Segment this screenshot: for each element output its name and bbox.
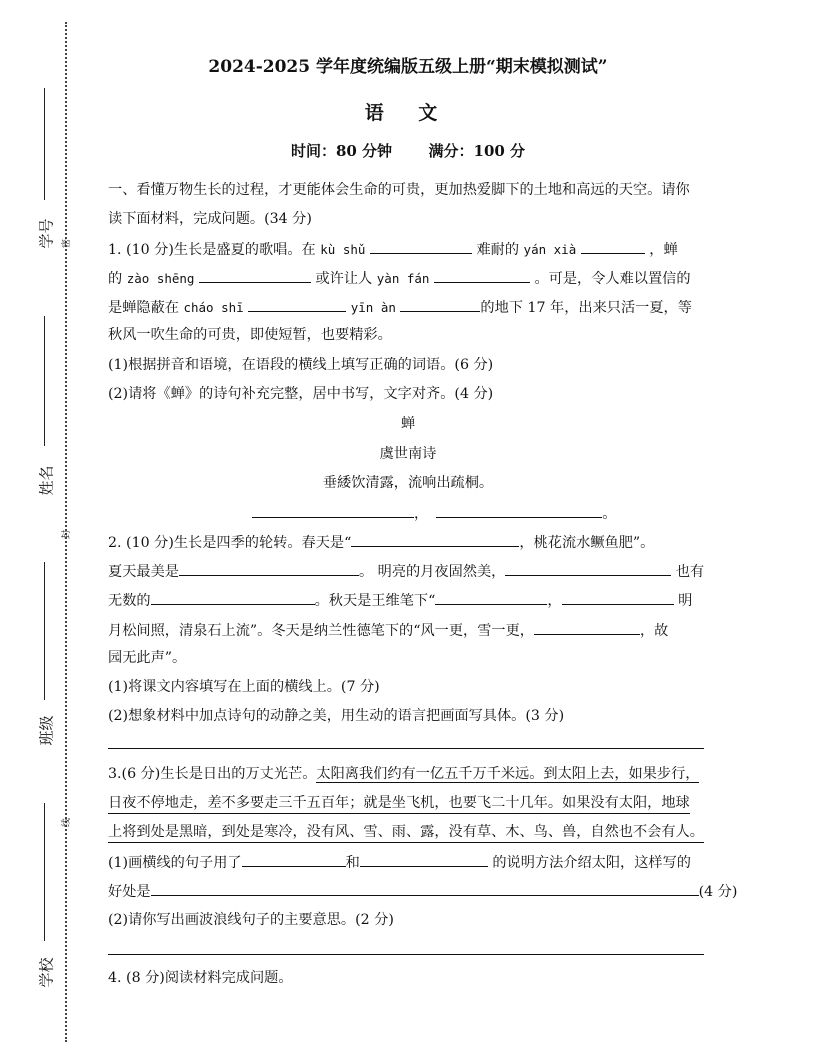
pinyin: yán xià [523,242,577,257]
answer-blank[interactable] [151,880,699,896]
answer-blank[interactable] [534,619,640,635]
q2-text: 夏天最美是 [108,564,179,580]
class-label: 班级 [37,715,56,746]
answer-blank[interactable] [351,531,519,547]
answer-blank[interactable] [400,296,480,312]
q1-line2 [108,267,691,289]
q2-text: ， [547,593,562,609]
name-label: 姓名 [37,465,56,496]
q3-line2: 日夜不停地走，差不多要走三千五百年；就是坐飞机，也要飞二十几年。如果没有太阳，地球 [108,793,690,814]
school-label: 学校 [37,957,56,988]
q1-text: 难耐的 [476,242,520,258]
answer-blank[interactable] [505,560,671,576]
pinyin: yīn àn [350,300,396,315]
poem-punct: 。 [602,506,617,522]
q1-text: 是蝉隐蔽在 [108,300,179,316]
q2-line1 [108,531,654,553]
pinyin: cháo shī [183,300,244,315]
q3-sub2: (2)请你写出画波浪线句子的主要意思。(2 分) [108,912,394,928]
q3-text: (1)画横线的句子用了 [108,855,242,871]
exam-title: 2024-2025 学年度统编版五级上册“期末模拟测试” [208,57,608,77]
exam-info [0,140,816,161]
answer-blank[interactable] [370,238,472,254]
q3-text: 的说明方法介绍太阳，这样写的 [492,855,691,871]
q1-text: 的 [108,271,123,287]
seal-char-mi: 密 [62,238,73,249]
poem-title: 蝉 [400,416,416,432]
q1-text: 1. (10 分)生长是盛夏的歌唱。在 [108,242,316,258]
answer-blank[interactable] [248,296,346,312]
q2-line3 [108,589,692,611]
q2-line2 [108,560,704,582]
q2-text: 。秋天是王维笔下“ [314,593,436,609]
q3-text: 好处是 [108,884,151,900]
q2-text: 。 明亮的月夜固然美， [358,564,506,580]
answer-line[interactable] [108,748,704,749]
q2-text: 无数的 [108,593,151,609]
answer-blank[interactable] [360,851,488,867]
answer-blank[interactable] [242,851,346,867]
seal-char-xian: 线 [62,817,73,828]
q3-score: (4 分) [698,884,738,900]
q2-sub1: (1)将课文内容填写在上面的横线上。(7 分) [108,679,380,695]
answer-blank[interactable] [252,502,414,518]
q2-line5: 园无此声”。 [108,650,187,666]
q4-line1: 4. (8 分)阅读材料完成问题。 [108,970,293,986]
answer-blank[interactable] [436,502,602,518]
poem-blank-line [252,502,616,523]
q1-line1 [108,238,678,260]
poem-author: 虞世南诗 [379,446,437,462]
answer-blank[interactable] [581,238,645,254]
full-score: 满分：100 分 [428,142,526,160]
answer-blank[interactable] [199,267,311,283]
poem-punct: ， [414,506,429,522]
q2-line4 [108,619,668,641]
q1-text: ，蝉 [649,242,678,258]
pinyin: yàn fán [376,271,430,286]
school-line [44,803,45,941]
q1-line4: 秋风一吹生命的可贵，即使短暂，也要精彩。 [108,327,392,343]
q3-line3: 上将到处是黑暗，到处是寒冷，没有风、雪、雨、露，没有草、木、鸟、兽，自然也不会有人。 [108,822,704,843]
section1-intro-line1: 一、看懂万物生长的过程，才更能体会生命的可贵，更加热爱脚下的土地和高远的天空。请你 [108,182,690,198]
pinyin: zào shēng [126,271,195,286]
q3-line1 [108,764,699,784]
answer-blank[interactable] [435,589,547,605]
q1-text: 的地下 17 年，出来只活一夏，等 [480,300,692,316]
q3-underlined-text: 太阳离我们约有一亿五千万千米远。到太阳上去，如果步行， [316,766,700,782]
section1-intro-line2: 读下面材料，完成问题。(34 分) [108,211,312,227]
poem-line1: 垂緌饮清露，流响出疏桐。 [322,475,494,491]
seal-char-feng: 封 [62,529,73,540]
student-id-label: 学号 [37,218,56,249]
q3-sub1 [108,851,691,873]
q2-text: 也有 [675,564,705,580]
subject-title: 语 文 [364,102,452,124]
q1-line3 [108,296,692,318]
time-limit: 时间：80 分钟 [290,142,393,160]
q1-sub2: (2)请将《蝉》的诗句补充完整，居中书写，文字对齐。(4 分) [108,386,494,402]
q1-text: 或许让人 [315,271,373,287]
q2-text: ，桃花流水鳜鱼肥”。 [519,535,655,551]
q3-text: 3.(6 分)生长是日出的万丈光芒。 [108,766,317,782]
q2-text: 明 [678,593,693,609]
q1-sub1: (1)根据拼音和语境，在语段的横线上填写正确的词语。(6 分) [108,357,494,373]
answer-blank[interactable] [179,560,359,576]
answer-blank[interactable] [562,589,674,605]
q3-text: 和 [345,855,360,871]
q2-text: 月松间照，清泉石上流”。冬天是纳兰性德笔下的“风一更，雪一更， [108,623,534,639]
pinyin: kù shǔ [320,242,366,257]
answer-blank[interactable] [434,267,530,283]
q2-text: ，故 [639,623,669,639]
answer-line[interactable] [108,954,704,955]
answer-blank[interactable] [151,589,315,605]
q3-sub1-cont [108,880,737,902]
class-line [44,562,45,700]
q2-sub2: (2)想象材料中加点诗句的动静之美，用生动的语言把画面写具体。(3 分) [108,708,565,724]
q2-text: 2. (10 分)生长是四季的轮转。春天是“ [108,535,352,551]
q1-text: 。可是，令人难以置信的 [534,271,691,287]
